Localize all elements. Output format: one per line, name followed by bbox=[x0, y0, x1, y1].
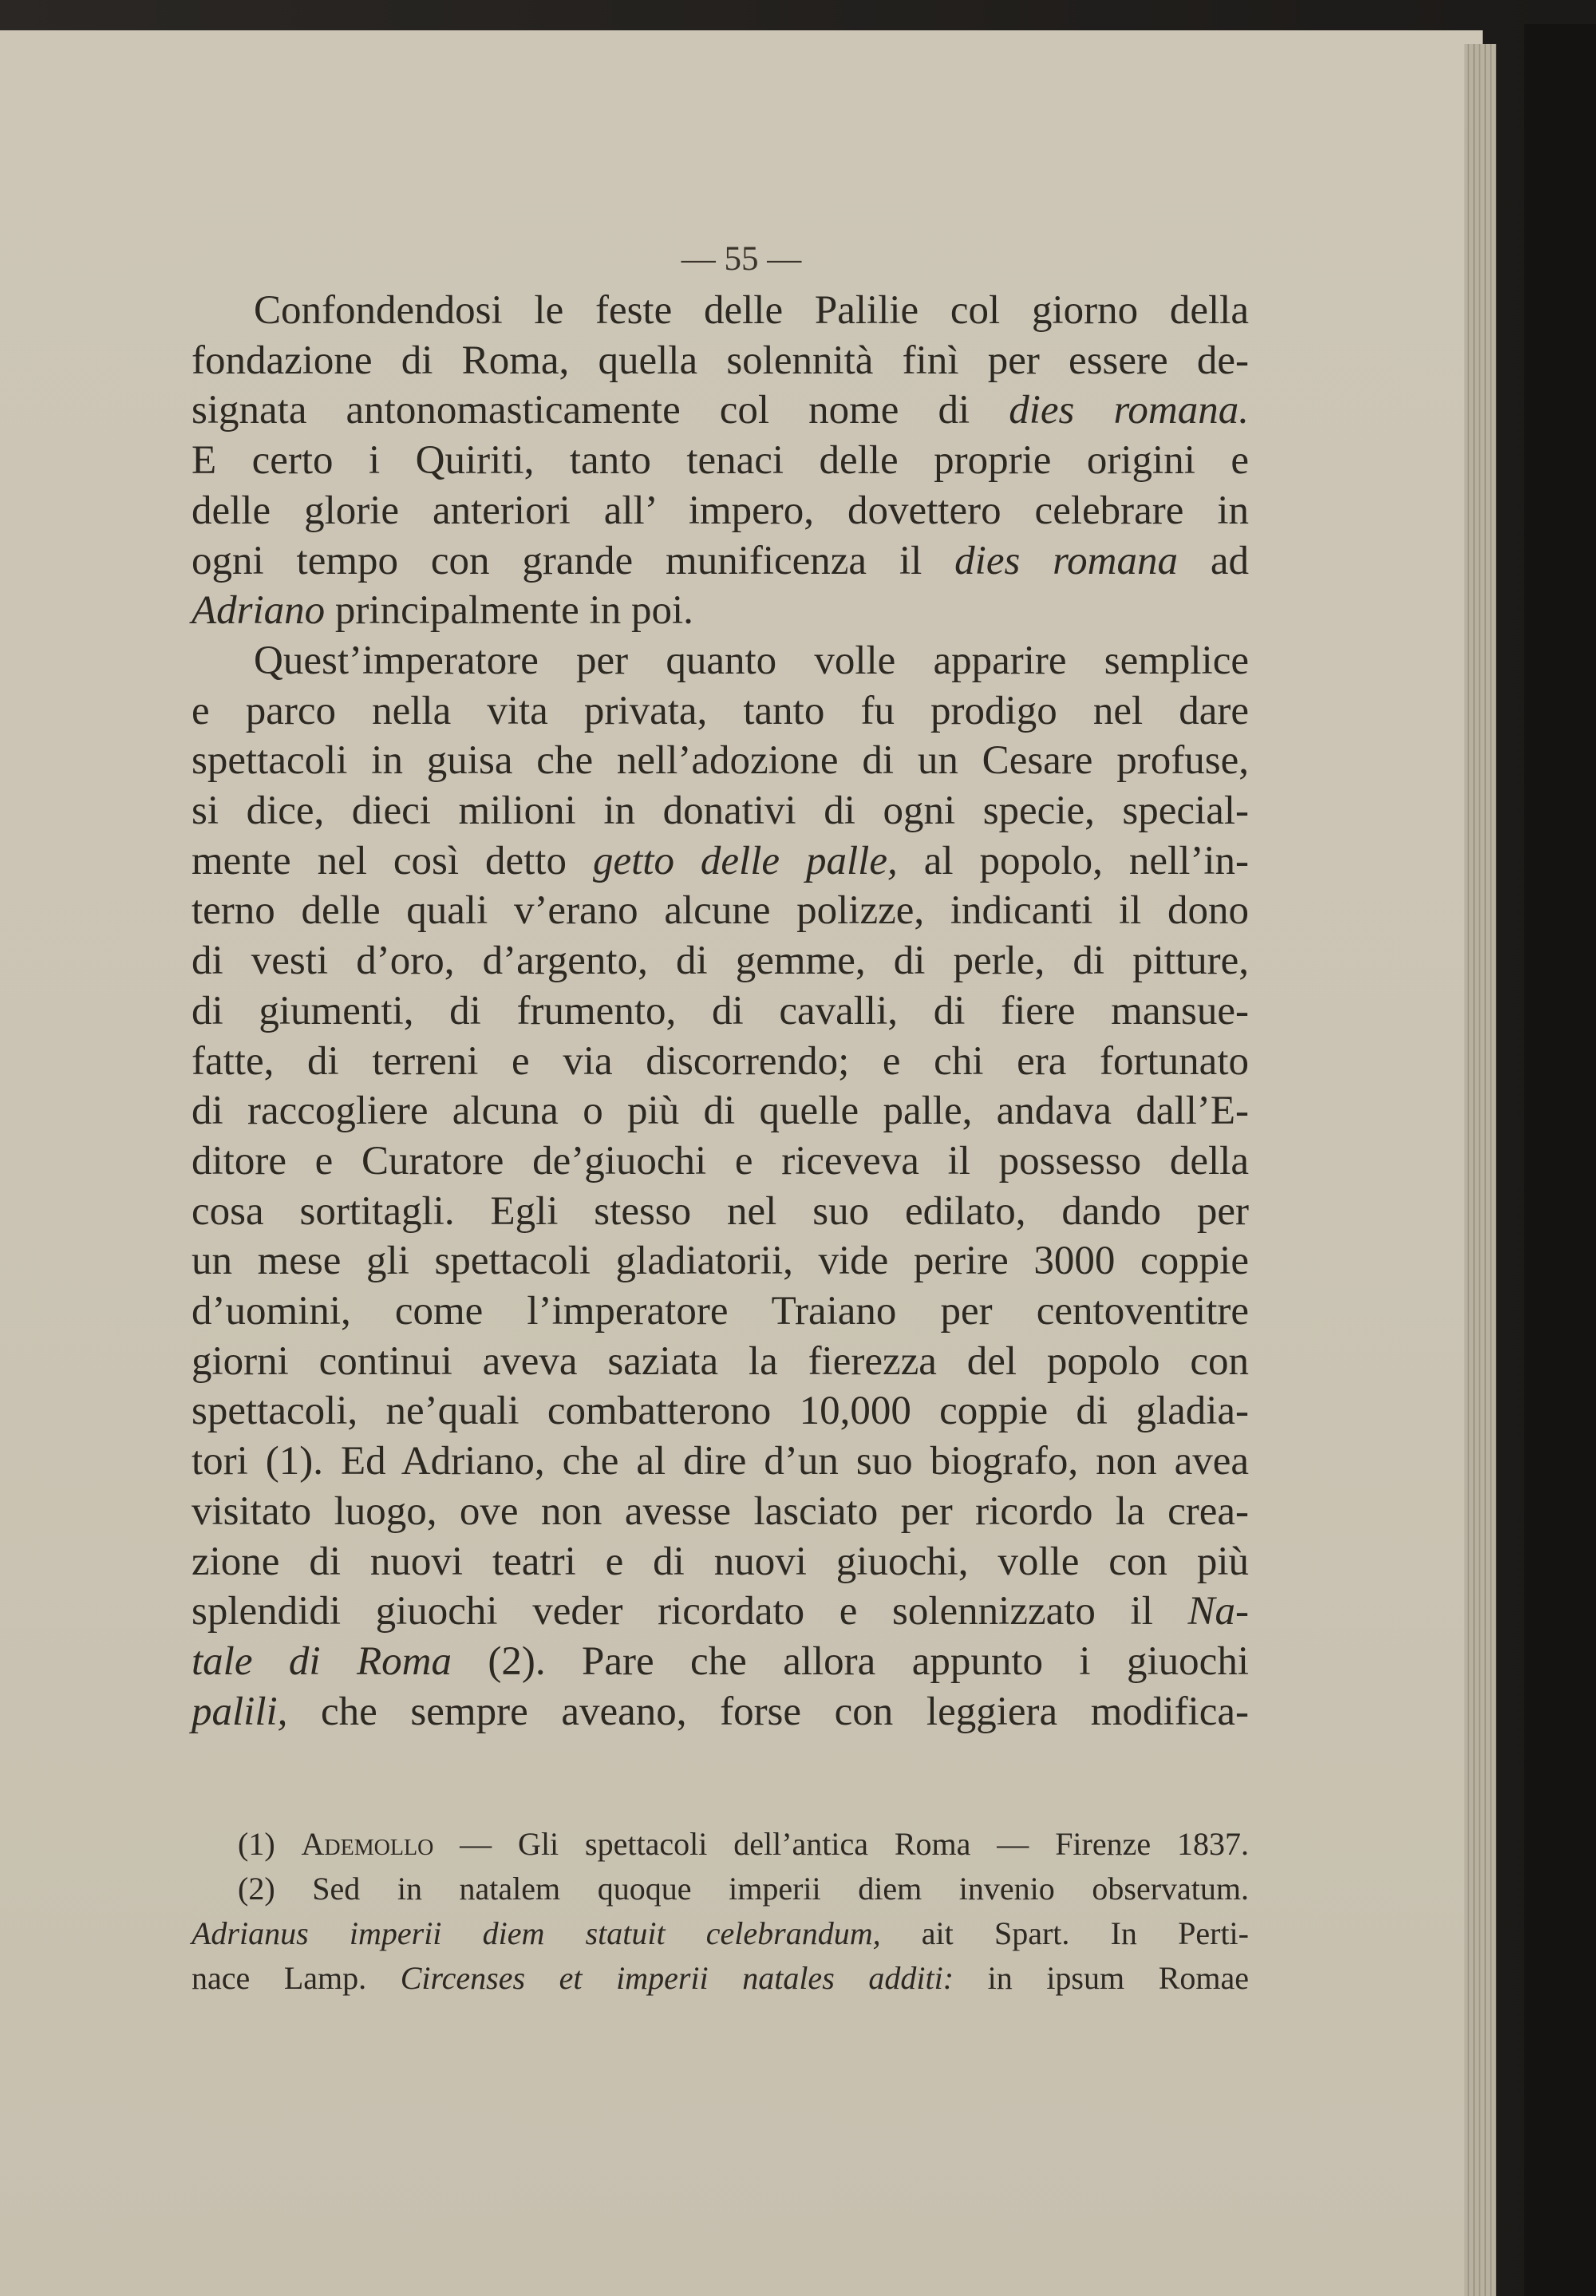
text-line bbox=[192, 936, 1249, 986]
text-segment: (2) Sed in natalem quoque imperii diem invenio observatum. bbox=[238, 1871, 1249, 1907]
text-line bbox=[192, 336, 1249, 386]
text-segment: d’uomini, come l’imperatore Traiano per centoventitre bbox=[192, 1289, 1249, 1334]
text-line bbox=[192, 1537, 1249, 1587]
text-segment: al popolo, nell’in- bbox=[897, 838, 1250, 883]
footnote-line bbox=[192, 1956, 1249, 2001]
text-line bbox=[192, 436, 1249, 486]
text-line bbox=[192, 1286, 1249, 1337]
text-segment: tori (1). Ed Adriano, che al dire d’un suo biografo, non avea bbox=[192, 1439, 1249, 1484]
text-segment: Confondendosi le feste delle Palilie col giorno della bbox=[254, 288, 1249, 333]
footnote-line bbox=[192, 1867, 1249, 1911]
book-binding bbox=[1524, 24, 1596, 2296]
text-line bbox=[192, 1637, 1249, 1687]
text-segment: cosa sortitagli. Egli stesso nel suo edilato, dando per bbox=[192, 1188, 1249, 1234]
text-segment: mente nel così detto bbox=[192, 838, 593, 883]
italic-text: tale di Roma bbox=[192, 1638, 452, 1684]
text-segment: di giumenti, di frumento, di cavalli, di fiere mansue- bbox=[192, 988, 1249, 1033]
page-edge-stack bbox=[1464, 44, 1496, 2296]
text-segment: Quest’imperatore per quanto volle apparire semplice bbox=[254, 638, 1249, 683]
text-segment: si dice, dieci milioni in donativi di ogni specie, special- bbox=[192, 788, 1249, 834]
text-line bbox=[192, 1587, 1249, 1637]
text-segment: spettacoli, ne’quali combatterono 10,000 coppie di gladia- bbox=[192, 1389, 1249, 1434]
text-line bbox=[192, 1436, 1249, 1487]
text-segment: di vesti d’oro, d’argento, di gemme, di perle, di pitture, bbox=[192, 939, 1249, 984]
text-line bbox=[192, 1386, 1249, 1436]
text-line bbox=[192, 836, 1249, 887]
text-segment: fatte, di terreni e via discorrendo; e chi era fortunato bbox=[192, 1038, 1249, 1084]
text-segment: principalmente in poi. bbox=[325, 588, 693, 634]
text-segment: delle glorie anteriori all’ impero, dovettero celebrare in bbox=[192, 488, 1249, 533]
italic-text: dies romana bbox=[954, 538, 1178, 583]
italic-text: Circenses et imperii natales additi: bbox=[400, 1960, 954, 1996]
text-line bbox=[192, 586, 1249, 636]
footnotes bbox=[192, 1822, 1249, 2001]
text-segment: nace Lamp. bbox=[192, 1960, 401, 1996]
text-line bbox=[192, 986, 1249, 1037]
body-text bbox=[192, 286, 1249, 1737]
text-line bbox=[192, 736, 1249, 786]
text-segment: E certo i Quiriti, tanto tenaci delle proprie origini e bbox=[192, 438, 1249, 484]
text-line bbox=[192, 636, 1249, 686]
text-segment: ditore e Curatore de’giuochi e riceveva il possesso della bbox=[192, 1138, 1249, 1184]
italic-text: getto delle palle, bbox=[592, 838, 898, 883]
text-segment: che sempre aveano, forse con leggiera modifica- bbox=[287, 1689, 1249, 1734]
text-line bbox=[192, 536, 1249, 587]
italic-text: dies romana. bbox=[1009, 388, 1249, 433]
text-segment: ogni tempo con grande munificenza il bbox=[192, 538, 955, 583]
text-segment: e parco nella vita privata, tanto fu prodigo nel dare bbox=[192, 688, 1249, 733]
text-line bbox=[192, 1236, 1249, 1286]
text-segment: spettacoli in guisa che nell’adozione di un Cesare profuse, bbox=[192, 738, 1249, 784]
italic-text: Na- bbox=[1187, 1589, 1249, 1634]
text-segment: ait Spart. In Perti- bbox=[880, 1915, 1249, 1951]
italic-text: Adrianus imperii diem statuit celebrandum, bbox=[192, 1915, 881, 1951]
text-line bbox=[192, 1136, 1249, 1187]
text-segment: visitato luogo, ove non avesse lasciato per ricordo la crea- bbox=[192, 1488, 1249, 1534]
text-segment: fondazione di Roma, quella solennità finì per essere de- bbox=[192, 338, 1249, 383]
text-line bbox=[192, 1487, 1249, 1537]
text-line bbox=[192, 886, 1249, 936]
text-line bbox=[192, 686, 1249, 737]
text-line bbox=[192, 385, 1249, 436]
text-line bbox=[192, 486, 1249, 536]
text-segment: un mese gli spettacoli gladiatorii, vide perire 3000 coppie bbox=[192, 1239, 1249, 1284]
text-line bbox=[192, 1687, 1249, 1737]
italic-text: Adriano bbox=[192, 588, 326, 634]
text-segment: splendidi giuochi veder ricordato e solennizzato il bbox=[192, 1589, 1188, 1634]
text-line bbox=[192, 786, 1249, 836]
text-line bbox=[192, 286, 1249, 336]
book-page bbox=[0, 30, 1483, 2296]
text-segment: di raccogliere alcuna o più di quelle palle, andava dall’E- bbox=[192, 1089, 1249, 1134]
text-segment: zione di nuovi teatri e di nuovi giuochi, volle con più bbox=[192, 1539, 1249, 1584]
text-segment: terno delle quali v’erano alcune polizze, indicanti il dono bbox=[192, 888, 1249, 934]
text-segment: in ipsum Romae bbox=[954, 1960, 1249, 1996]
text-segment: ad bbox=[1177, 538, 1249, 583]
text-line bbox=[192, 1337, 1249, 1387]
text-segment: giorni continui aveva saziata la fierezza del popolo con bbox=[192, 1338, 1249, 1384]
text-line bbox=[192, 1187, 1249, 1237]
text-line bbox=[192, 1086, 1249, 1136]
text-segment: — Gli spettacoli dell’antica Roma — Firenze 1837. bbox=[433, 1826, 1250, 1862]
text-segment: (1) bbox=[238, 1826, 302, 1862]
italic-text: palili, bbox=[192, 1689, 288, 1734]
footnote-line bbox=[192, 1911, 1249, 1956]
text-segment: Ademollo bbox=[301, 1826, 434, 1862]
page-number: — 55 — bbox=[681, 240, 802, 278]
text-segment: (2). Pare che allora appunto i giuochi bbox=[451, 1638, 1249, 1684]
text-line bbox=[192, 1037, 1249, 1087]
text-segment: signata antonomasticamente col nome di bbox=[192, 388, 1009, 433]
footnote-line bbox=[192, 1822, 1249, 1867]
